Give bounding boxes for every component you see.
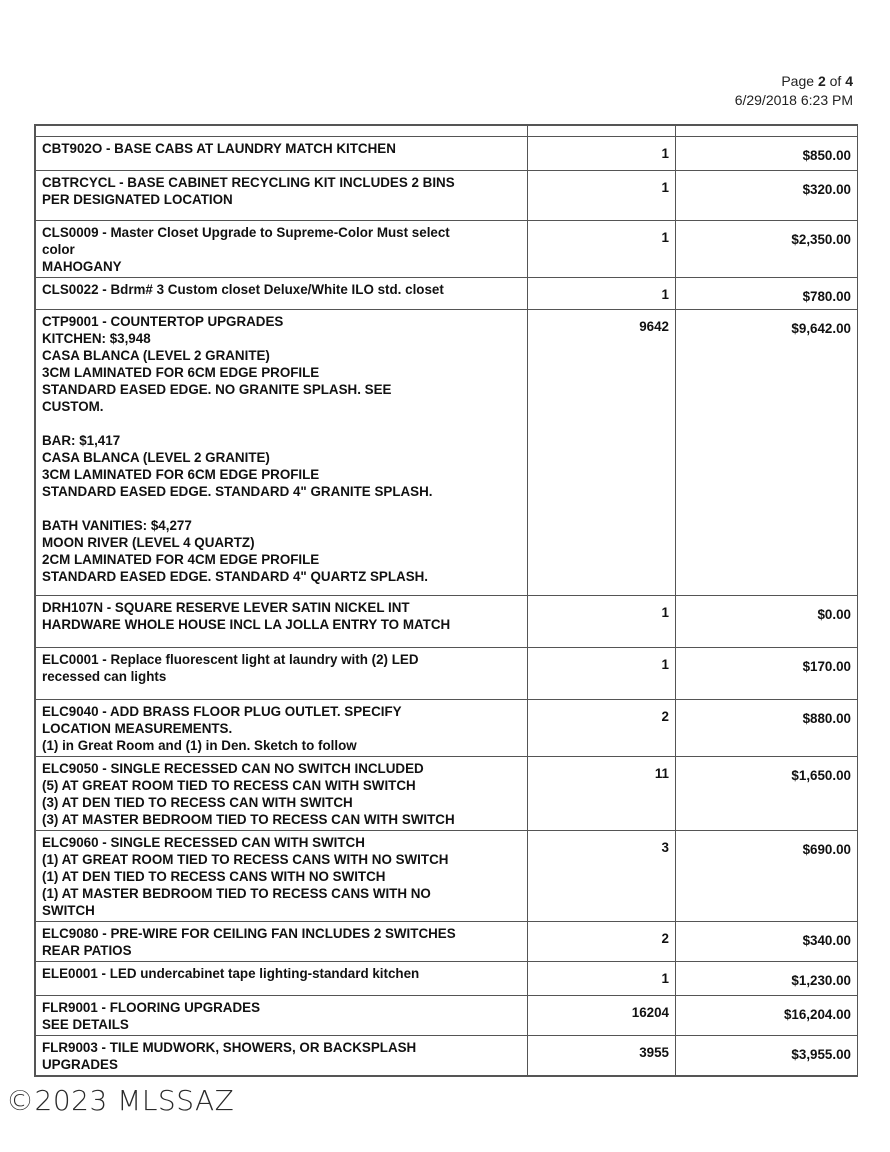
page-number: Page 2 of 4 [781, 73, 853, 89]
line-items-body [36, 126, 858, 1076]
item-description: FLR9003 - TILE MUDWORK, SHOWERS, OR BACKSPLASH UPGRADES [36, 1036, 528, 1076]
item-amount: $780.00 [676, 278, 858, 310]
item-quantity: 3955 [528, 1036, 676, 1076]
item-quantity: 1 [528, 596, 676, 648]
item-description: ELC9040 - ADD BRASS FLOOR PLUG OUTLET. SPECIFY LOCATION MEASUREMENTS. (1) in Great Room and (1) in Den. Sketch to follow [36, 700, 528, 757]
item-amount: $16,204.00 [676, 996, 858, 1036]
item-description: CTP9001 - COUNTERTOP UPGRADES KITCHEN: $3,948 CASA BLANCA (LEVEL 2 GRANITE) 3CM LAMINATED FOR 6CM EDGE PROFILE STANDARD EASED EDGE. NO GRANITE SPLASH. SEE CUSTOM. BAR: $1,417 CASA BLANCA (LEVEL 2 GRANITE) 3CM LAMINATED FOR 6CM EDGE PROFILE STANDARD EASED EDGE. STANDARD 4" GRANITE SPLASH. BATH VANITIES: $4,277 MOON RIVER (LEVEL 4 QUARTZ) 2CM LAMINATED FOR 4CM EDGE PROFILE STANDARD EASED EDGE. STANDARD 4" QUARTZ SPLASH. [36, 310, 528, 596]
line-item-row [36, 922, 858, 962]
line-item-row [36, 962, 858, 996]
item-description: CLS0022 - Bdrm# 3 Custom closet Deluxe/White ILO std. closet [36, 278, 528, 310]
line-item-row [36, 171, 858, 221]
item-description: ELE0001 - LED undercabinet tape lighting-standard kitchen [36, 962, 528, 996]
print-datetime: 6/29/2018 6:23 PM [734, 92, 853, 108]
item-description: ELC9050 - SINGLE RECESSED CAN NO SWITCH INCLUDED (5) AT GREAT ROOM TIED TO RECESS CAN WITH SWITCH (3) AT DEN TIED TO RECESS CAN WITH SWITCH (3) AT MASTER BEDROOM TIED TO RECESS CAN WITH SWITCH [36, 757, 528, 831]
line-item-row [36, 310, 858, 596]
line-item-row [36, 757, 858, 831]
line-items-table [35, 125, 858, 1076]
item-amount: $9,642.00 [676, 310, 858, 596]
item-amount: $1,650.00 [676, 757, 858, 831]
item-quantity: 1 [528, 278, 676, 310]
line-item-row [36, 1036, 858, 1076]
item-amount: $850.00 [676, 137, 858, 171]
item-description: ELC0001 - Replace fluorescent light at laundry with (2) LED recessed can lights [36, 648, 528, 700]
item-description: CBTRCYCL - BASE CABINET RECYCLING KIT INCLUDES 2 BINS PER DESIGNATED LOCATION [36, 171, 528, 221]
line-items-sheet [34, 124, 858, 1077]
item-quantity: 9642 [528, 310, 676, 596]
item-quantity: 2 [528, 700, 676, 757]
item-description: CLS0009 - Master Closet Upgrade to Supreme-Color Must select color MAHOGANY [36, 221, 528, 278]
line-item-row [36, 278, 858, 310]
line-item-row [36, 137, 858, 171]
item-amount: $320.00 [676, 171, 858, 221]
item-quantity: 1 [528, 171, 676, 221]
item-amount: $690.00 [676, 831, 858, 922]
header-spacer-row [36, 126, 858, 137]
item-amount: $2,350.00 [676, 221, 858, 278]
item-amount: $0.00 [676, 596, 858, 648]
item-quantity: 2 [528, 922, 676, 962]
item-quantity: 1 [528, 137, 676, 171]
line-item-row [36, 700, 858, 757]
page-header [735, 72, 853, 110]
line-item-row [36, 596, 858, 648]
line-item-row [36, 996, 858, 1036]
item-description: CBT902O - BASE CABS AT LAUNDRY MATCH KITCHEN [36, 137, 528, 171]
line-item-row [36, 831, 858, 922]
item-quantity: 1 [528, 221, 676, 278]
item-description: ELC9060 - SINGLE RECESSED CAN WITH SWITCH (1) AT GREAT ROOM TIED TO RECESS CANS WITH NO SWITCH (1) AT DEN TIED TO RECESS CANS WITH NO SWITCH (1) AT MASTER BEDROOM TIED TO RECESS CANS WITH NO SWITCH [36, 831, 528, 922]
item-amount: $170.00 [676, 648, 858, 700]
line-item-row [36, 221, 858, 278]
item-quantity: 16204 [528, 996, 676, 1036]
item-quantity: 1 [528, 648, 676, 700]
item-quantity: 1 [528, 962, 676, 996]
item-amount: $3,955.00 [676, 1036, 858, 1076]
mls-watermark: ©2023 MLSSAZ [6, 1084, 235, 1117]
item-amount: $880.00 [676, 700, 858, 757]
item-quantity: 3 [528, 831, 676, 922]
item-amount: $1,230.00 [676, 962, 858, 996]
line-item-row [36, 648, 858, 700]
item-description: FLR9001 - FLOORING UPGRADES SEE DETAILS [36, 996, 528, 1036]
item-quantity: 11 [528, 757, 676, 831]
item-description: ELC9080 - PRE-WIRE FOR CEILING FAN INCLUDES 2 SWITCHES REAR PATIOS [36, 922, 528, 962]
item-description: DRH107N - SQUARE RESERVE LEVER SATIN NICKEL INT HARDWARE WHOLE HOUSE INCL LA JOLLA ENTRY TO MATCH [36, 596, 528, 648]
item-amount: $340.00 [676, 922, 858, 962]
